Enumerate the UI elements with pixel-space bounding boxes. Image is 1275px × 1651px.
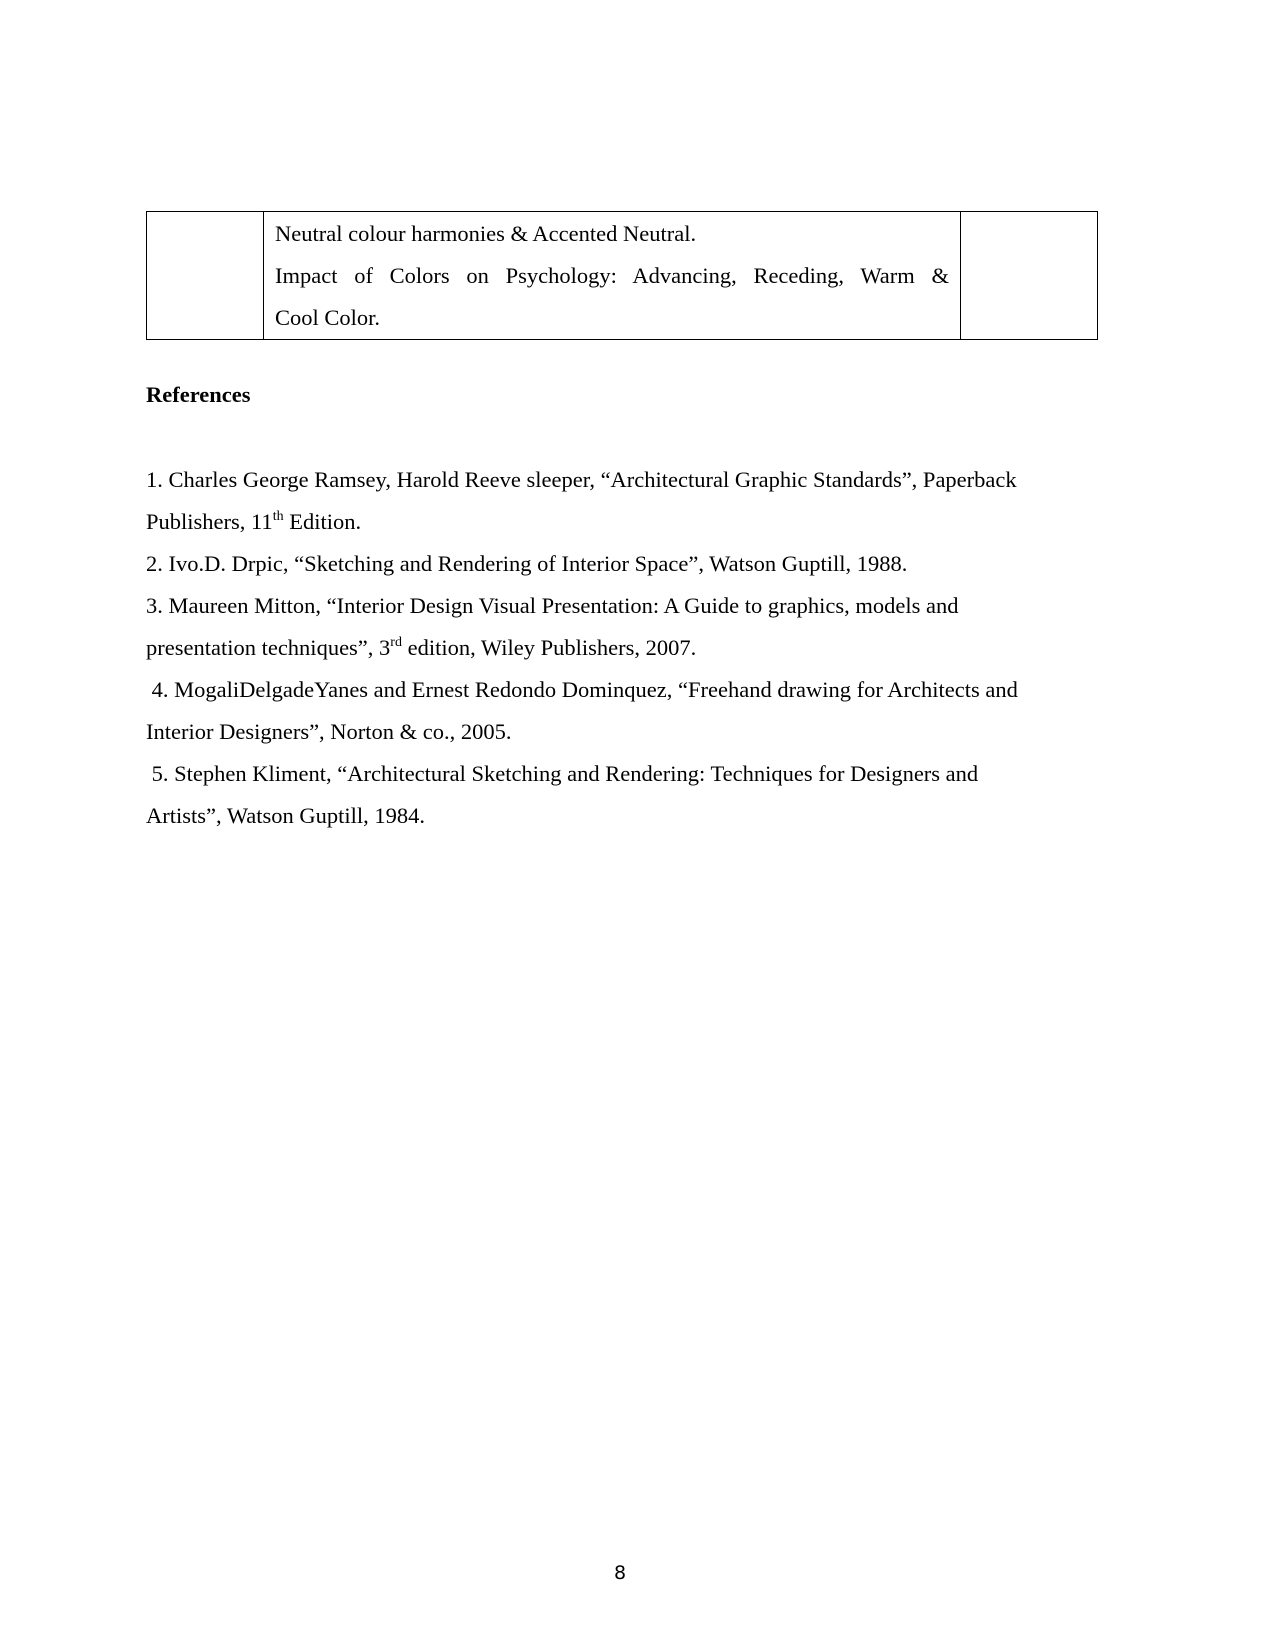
syllabus-table: [146, 211, 1098, 340]
table-cell-content: [264, 212, 961, 340]
reference-line: 3. Maureen Mitton, “Interior Design Visual Presentation: A Guide to graphics, models and: [146, 593, 959, 618]
content-text: [264, 212, 960, 339]
reference-line: 2. Ivo.D. Drpic, “Sketching and Rendering of Interior Space”, Watson Guptill, 1988.: [146, 551, 908, 576]
reference-text: Edition.: [283, 509, 362, 534]
content-line: Neutral colour harmonies & Accented Neutral.: [275, 221, 697, 246]
reference-line: 5. Stephen Kliment, “Architectural Sketching and Rendering: Techniques for Designers and: [146, 761, 979, 786]
ordinal-suffix: th: [272, 509, 284, 524]
references-heading: References: [146, 382, 251, 407]
reference-text: Publishers, 11: [146, 509, 273, 534]
table-cell-unit: [147, 212, 264, 340]
table-row: [147, 212, 1098, 340]
reference-text: edition, Wiley Publishers, 2007.: [401, 635, 697, 660]
reference-line: Interior Designers”, Norton & co., 2005.: [146, 719, 512, 744]
reference-line: [146, 501, 1106, 543]
reference-text: presentation techniques”, 3: [146, 635, 391, 660]
table-cell-hours: [961, 212, 1098, 340]
reference-line: 1. Charles George Ramsey, Harold Reeve sleeper, “Architectural Graphic Standards”, Paperback: [146, 467, 1017, 492]
reference-line: Artists”, Watson Guptill, 1984.: [146, 803, 426, 828]
content-line: Impact of Colors on Psychology: Advancing, Receding, Warm &: [275, 263, 949, 288]
ordinal-suffix: rd: [390, 635, 402, 650]
page-number: 8: [613, 1562, 627, 1584]
reference-line: [146, 627, 1106, 669]
references-list: [146, 459, 1106, 837]
content-line: Cool Color.: [275, 305, 381, 330]
reference-line: 4. MogaliDelgadeYanes and Ernest Redondo Dominquez, “Freehand drawing for Architects and: [146, 677, 1018, 702]
